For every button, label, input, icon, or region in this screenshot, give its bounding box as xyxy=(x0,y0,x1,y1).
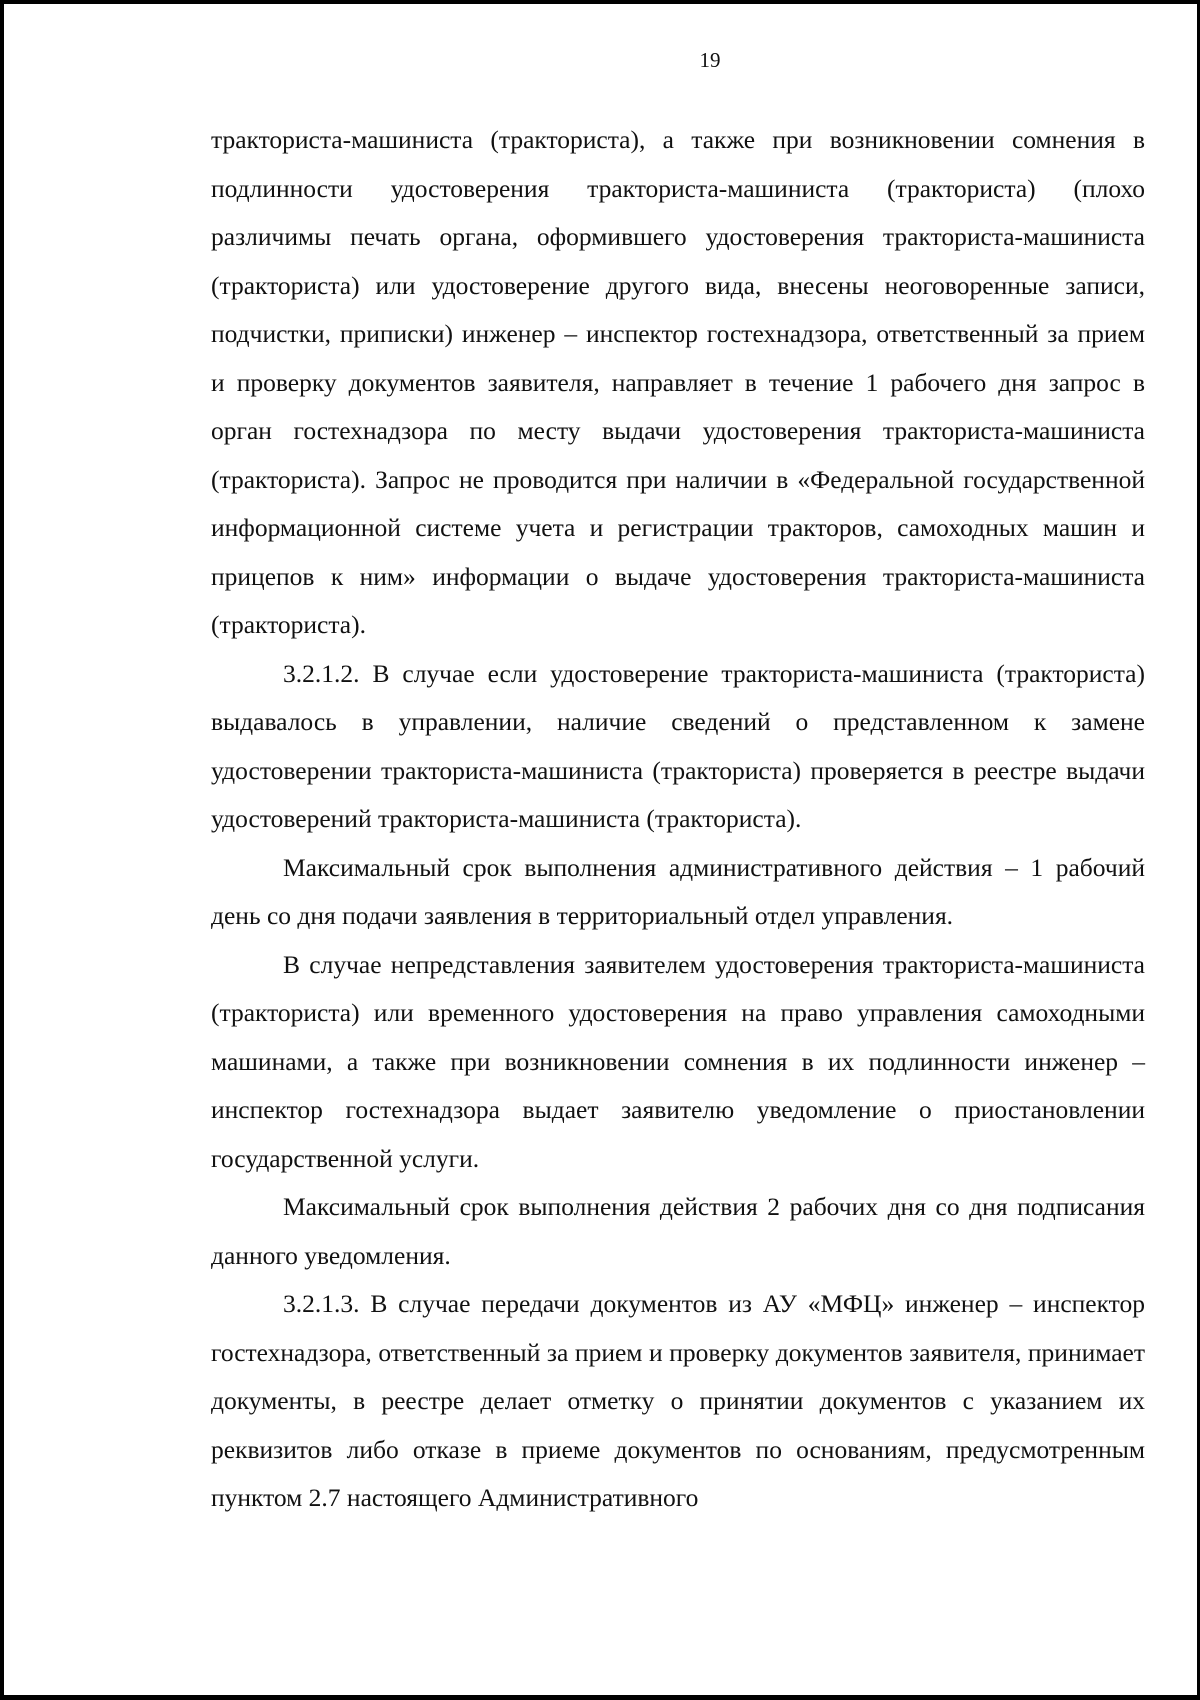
paragraph-max-term-2: Максимальный срок выполнения действия 2 рабочих дня со дня подписания данного уведомления. xyxy=(211,1192,1145,1270)
page-number: 19 xyxy=(699,48,721,72)
paragraph-max-term-1: Максимальный срок выполнения административного действия – 1 рабочий день со дня подачи заявления в территориальный отдел управления. xyxy=(211,852,1145,930)
paragraph-3-2-1-3: 3.2.1.3. В случае передачи документов из АУ «МФЦ» инженер – инспектор гостехнадзора, ответственный за прием и проверку документов заявителя, принимает документы, в реестре делает отметку о принятии документов с указанием их реквизитов либо отказе в приеме документов по основаниям, предусмотренным пунктом 2.7 настоящего Административного xyxy=(211,1289,1145,1512)
document-body xyxy=(211,116,1145,1523)
paragraph-non-submission: В случае непредставления заявителем удостоверения тракториста-машиниста (тракториста) или временного удостоверения на право управления самоходными машинами, а также при возникновении сомнения в их подлинности инженер – инспектор гостехнадзора выдает заявителю уведомление о приостановлении государственной услуги. xyxy=(211,949,1145,1173)
paragraph-3-2-1-2: 3.2.1.2. В случае если удостоверение тракториста-машиниста (тракториста) выдавалось в управлении, наличие сведений о представленном к замене удостоверении тракториста-машиниста (тракториста) проверяется в реестре выдачи удостоверений тракториста-машиниста (тракториста). xyxy=(211,658,1145,833)
paragraph-continuation: тракториста-машиниста (тракториста), а также при возникновении сомнения в подлинности удостоверения тракториста-машиниста (тракториста) (плохо различимы печать органа, оформившего удостоверения тракториста-машиниста (тракториста) или удостоверение другого вида, внесены неоговоренные записи, подчистки, приписки) инженер – инспектор гостехнадзора, ответственный за прием и проверку документов заявителя, направляет в течение 1 рабочего дня запрос в орган гостехнадзора по месту выдачи удостоверения тракториста-машиниста (тракториста). Запрос не проводится при наличии в «Федеральной государственной информационной системе учета и регистрации тракторов, самоходных машин и прицепов к ним» информации о выдаче удостоверения тракториста-машиниста (тракториста). xyxy=(211,125,1145,639)
